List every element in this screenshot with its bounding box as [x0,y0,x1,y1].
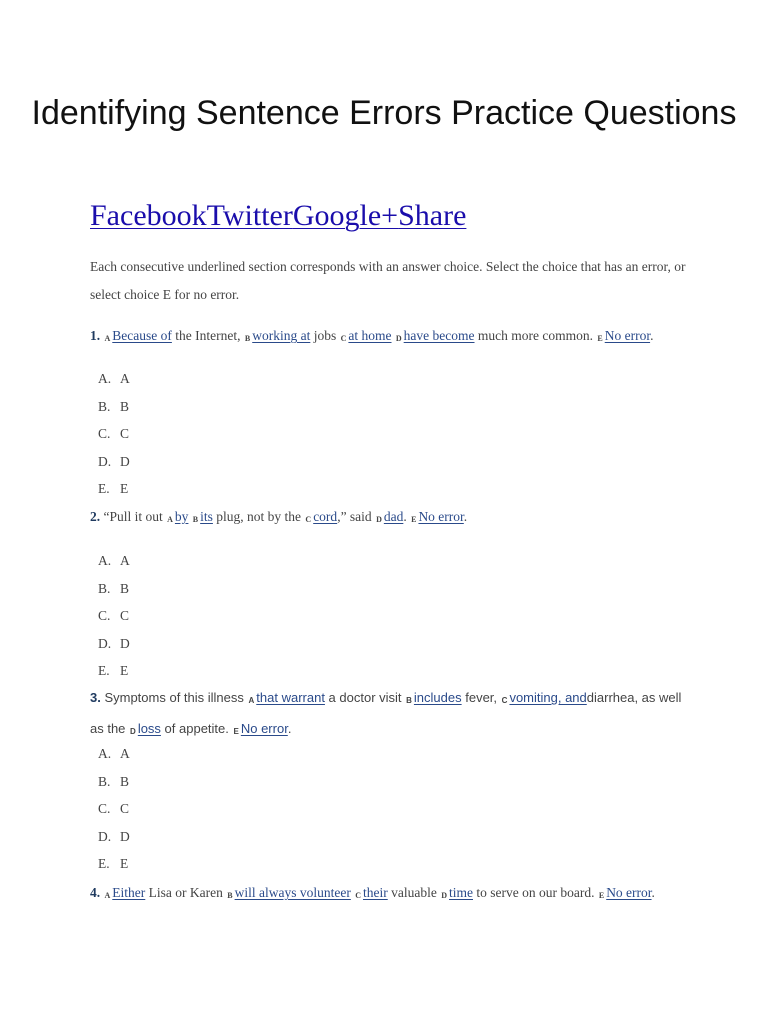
choice-label: B [120,773,130,789]
choice-label: D [120,828,130,844]
google-plus-link[interactable]: Google+ [292,199,399,232]
segment-letter: A [104,334,111,343]
choice-marker: A. [98,553,112,568]
choice-label: A [120,553,130,568]
segment-letter: E [411,515,417,524]
sentence-text: jobs [310,328,340,343]
question-number: 1. [90,328,101,343]
answer-choice[interactable] [98,365,130,393]
sentence-text: a doctor visit [324,690,406,705]
answer-choices-2 [98,547,130,685]
choice-marker: C. [98,426,111,441]
choice-marker: D. [98,635,112,651]
segment-letter: C [340,334,347,343]
answer-choices-3 [98,740,130,878]
sentence-text [100,885,103,900]
share-link[interactable]: Share [398,199,467,232]
answer-choice[interactable] [98,393,130,421]
answer-choice[interactable] [98,547,130,575]
sentence-text: the Internet, [171,328,244,343]
sentence-text: diarrhea, as well as the [90,690,682,736]
underlined-segment: working at [252,328,311,343]
choice-marker: E. [98,481,110,496]
underlined-segment: No error [606,885,652,900]
question-2 [90,503,690,534]
segment-letter: A [167,515,173,524]
answer-choices-1 [98,365,130,503]
choice-label: C [120,801,130,816]
answer-choice[interactable] [98,795,130,823]
choice-marker: B. [98,580,111,596]
choice-label: D [120,453,130,469]
sentence-text: . [651,885,655,900]
choice-label: E [120,481,129,496]
underlined-segment: time [449,885,473,900]
underlined-segment: No error [418,509,464,524]
segment-letter: A [104,891,111,900]
question-1 [90,322,690,353]
segment-letter: E [598,891,605,900]
choice-label: D [120,635,130,651]
answer-choice[interactable] [98,657,130,685]
sentence-text: . [403,509,411,524]
question-number: 3. [90,690,101,705]
choice-label: C [120,426,130,441]
segment-letter: D [376,515,382,524]
sentence-text: . [650,328,654,343]
sentence-text: plug, not by the [212,509,305,524]
choice-marker: D. [98,453,112,469]
question-4 [90,879,690,910]
segment-letter: B [192,515,199,524]
answer-choice[interactable] [98,475,130,503]
sentence-text: Symptoms of this illness [100,690,248,705]
choice-marker: E. [98,856,110,871]
segment-letter: D [395,334,402,343]
segment-letter: D [130,727,136,736]
page-title: Identifying Sentence Errors Practice Questions [31,94,737,132]
underlined-segment: its [200,509,213,524]
segment-letter: B [244,334,251,343]
sentence-text: . [463,509,468,524]
underlined-segment: cord [313,509,338,524]
underlined-segment: Either [112,885,146,900]
segment-letter: C [501,696,508,705]
choice-marker: A. [98,371,112,386]
question-number: 2. [90,509,101,524]
sentence-text: much more common. [474,328,597,343]
segment-letter: B [227,891,233,900]
sentence-text: valuable [387,885,441,900]
choice-marker: E. [98,663,110,678]
underlined-segment: includes [413,690,462,705]
sentence-text: . [287,721,292,736]
underlined-segment: will always volunteer [234,885,351,900]
twitter-link[interactable]: Twitter [206,199,293,232]
choice-label: E [120,663,129,678]
answer-choice[interactable] [98,630,130,658]
underlined-segment: Because of [112,328,172,343]
underlined-segment: vomiting, and [509,690,587,705]
answer-choice[interactable] [98,740,130,768]
underlined-segment: No error [240,721,288,736]
segment-letter: E [233,727,239,736]
segment-letter: B [406,696,412,705]
sentence-text: of appetite. [160,721,233,736]
question-3 [90,684,690,746]
facebook-link[interactable]: Facebook [90,199,207,232]
answer-choice[interactable] [98,823,130,851]
sentence-text: ,” said [337,509,376,524]
choice-label: C [120,608,130,623]
share-links [90,196,466,236]
underlined-segment: that warrant [256,690,325,705]
answer-choice[interactable] [98,420,130,448]
choice-marker: A. [98,746,112,761]
segment-letter: E [597,334,603,343]
underlined-segment: have become [403,328,475,343]
segment-letter: A [248,696,255,705]
sentence-text: to serve on our board. [473,885,598,900]
underlined-segment: their [362,885,388,900]
segment-letter: D [441,891,447,900]
sentence-text: “Pull it out [100,509,167,524]
underlined-segment: No error [604,328,651,343]
question-number: 4. [90,885,101,900]
choice-marker: C. [98,801,111,816]
underlined-segment: by [174,509,189,524]
underlined-segment: loss [137,721,161,736]
answer-choice[interactable] [98,575,130,603]
choice-marker: D. [98,828,112,844]
sentence-text: Lisa or Karen [145,885,227,900]
answer-choice[interactable] [98,602,130,630]
instructions: Each consecutive underlined section corresponds with an answer choice. Select the choice that has an error, or select choice E for no error. [90,259,686,302]
segment-letter: C [355,891,361,900]
segment-letter: C [305,515,312,524]
answer-choice[interactable] [98,850,130,878]
sentence-text: fever, [461,690,501,705]
choice-label: A [120,746,130,761]
answer-choice[interactable] [98,448,130,476]
underlined-segment: at home [348,328,392,343]
choice-marker: B. [98,773,111,789]
underlined-segment: dad [383,509,404,524]
choice-label: A [120,371,130,386]
choice-label: B [120,580,130,596]
choice-label: E [120,856,129,871]
choice-marker: B. [98,398,111,414]
answer-choice[interactable] [98,768,130,796]
choice-label: B [120,398,130,414]
choice-marker: C. [98,608,111,623]
